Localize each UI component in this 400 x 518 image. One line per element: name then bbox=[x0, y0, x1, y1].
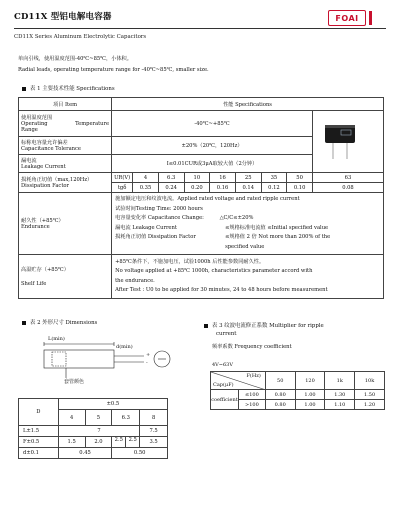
shelf-label-en: Shelf Life bbox=[21, 281, 47, 287]
shelf-line: After Test : U0 to be applied for 30 minutes, 24 to 48 hours before measurement bbox=[115, 287, 328, 293]
capacitor-image-cell bbox=[312, 111, 383, 173]
dim-col: 5 bbox=[85, 410, 112, 426]
dimension-drawing bbox=[24, 332, 174, 390]
dimension-table bbox=[18, 398, 168, 459]
temp-label-en-1: Operating bbox=[21, 121, 48, 127]
dim-d-value: 0.45 bbox=[58, 448, 112, 459]
df-value: 0.08 bbox=[312, 183, 383, 193]
dim-head-d: D bbox=[19, 399, 59, 426]
shelf-label-cn: 高温贮存（+85℃） bbox=[21, 267, 69, 273]
freq-value: 1.10 bbox=[325, 400, 355, 410]
df-value: 0.10 bbox=[287, 183, 313, 193]
plus-mark: + bbox=[146, 352, 151, 358]
cap-change-label: 电容量变化率 Capacitance Change: bbox=[115, 215, 204, 221]
section-3-label: 表 3 纹波电流修正系数 Multiplier for ripple bbox=[212, 323, 324, 329]
capacitor-photo-icon bbox=[315, 121, 381, 161]
dim-d-label: d±0.1 bbox=[19, 448, 59, 459]
capacitor-outline-icon bbox=[24, 332, 174, 390]
dim-f-value: 2.0 bbox=[85, 437, 112, 448]
shelf-line: the endurance. bbox=[115, 277, 155, 284]
freq-value: 1.50 bbox=[355, 390, 385, 400]
page-subtitle: CD11X Series Aluminum Electrolytic Capacitors bbox=[14, 34, 147, 40]
df-volt: 6.3 bbox=[158, 173, 184, 183]
freq-value: 0.80 bbox=[265, 390, 295, 400]
dim-tolerance: ±0.5 bbox=[58, 399, 167, 410]
df-value: 0.20 bbox=[184, 183, 210, 193]
header-rule bbox=[14, 28, 386, 29]
endurance-line: specified value bbox=[225, 243, 265, 250]
dim-l-value: 7 bbox=[58, 426, 139, 437]
freq-col: 50 bbox=[265, 372, 295, 390]
dim-d-value: 0.50 bbox=[112, 448, 168, 459]
shelf-line: No voltage applied at +85℃ 1000h, characteristics parameter accord with bbox=[115, 268, 313, 274]
spec-table bbox=[18, 97, 384, 299]
df-volt: 16 bbox=[210, 173, 236, 183]
shelf-line: +85℃条件下，不施加电压，试验1000h 后性能参数同耐久性。 bbox=[115, 258, 265, 265]
intro-line-en: Radial leads, operating temperature range for -40℃~85℃, smaller size. bbox=[18, 67, 209, 73]
minus-mark: - bbox=[146, 360, 148, 366]
cap-change-value: △C/C≤±20% bbox=[219, 215, 254, 221]
tolerance-label-cn: 标称电容量允许偏差 bbox=[21, 140, 68, 146]
df-change-value: ≤规格值 2 倍 Not more than 200% of the bbox=[225, 234, 331, 240]
temp-label-cn: 使用温度范围 bbox=[21, 115, 53, 121]
leakage-label-cn: 漏电流 bbox=[21, 158, 37, 164]
dim-f-value bbox=[112, 437, 140, 448]
freq-value: 0.80 bbox=[265, 400, 295, 410]
temp-label-en-2: Temperature bbox=[75, 121, 110, 127]
df-ur-label: UR(V) bbox=[112, 173, 133, 183]
bullet-square-icon bbox=[22, 321, 26, 325]
lmin-label: L(min) bbox=[48, 336, 65, 342]
frequency-table bbox=[210, 371, 385, 410]
dim-col: 8 bbox=[140, 410, 168, 426]
freq-value: 1.30 bbox=[325, 390, 355, 400]
df-tg-label: tgδ bbox=[112, 183, 133, 193]
freq-col: 120 bbox=[295, 372, 325, 390]
endurance-value bbox=[112, 193, 384, 255]
freq-corner-cell bbox=[211, 372, 266, 390]
freq-col: 10k bbox=[355, 372, 385, 390]
df-label-cn: 损耗角正切值（max,120Hz） bbox=[21, 177, 93, 183]
dim-l-value: 7.5 bbox=[140, 426, 168, 437]
tolerance-label bbox=[19, 137, 112, 155]
df-change-label: 损耗角正切值 Dissipation Factor bbox=[115, 234, 196, 240]
section-1-heading bbox=[22, 84, 115, 92]
section-2-label: 表 2 外形尺寸 Dimensions bbox=[30, 320, 98, 326]
dim-f-value: 1.5 bbox=[58, 437, 85, 448]
dim-f-value: 2.5 bbox=[128, 437, 137, 443]
freq-col: 1k bbox=[325, 372, 355, 390]
endurance-line: 试验时间Testing Time: 2000 hours bbox=[115, 205, 203, 212]
leakage-value: I≤0.01CUR或3μA取较大值（2分钟） bbox=[112, 155, 313, 173]
endurance-line bbox=[115, 233, 381, 243]
dim-l-label: L±1.5 bbox=[19, 426, 59, 437]
logo-text: FOAI bbox=[328, 10, 366, 26]
dim-col: 4 bbox=[58, 410, 85, 426]
endurance-line bbox=[115, 224, 381, 234]
frequency-coefficient-title: 频率系数 Frequency coefficient bbox=[212, 344, 292, 350]
spec-head-performance: 性能 Specifications bbox=[112, 98, 384, 111]
freq-cap-label: Cap(μF) bbox=[213, 382, 234, 388]
df-label bbox=[19, 173, 112, 193]
page-title: CD11X 型铝电解电容器 bbox=[14, 12, 112, 22]
section-3-heading bbox=[204, 322, 389, 338]
intro-line-cn: 单向引线，使用温度范围-40℃~85℃，小体积。 bbox=[18, 56, 132, 62]
section-3-label-2: current bbox=[216, 331, 237, 337]
endurance-label-en: Endurance bbox=[21, 224, 50, 230]
sleeve-note: 套管颜色 bbox=[64, 379, 85, 385]
df-volt: 25 bbox=[235, 173, 261, 183]
endurance-line bbox=[115, 214, 381, 224]
shelf-life-label bbox=[19, 255, 112, 299]
freq-coef-label: coefficient bbox=[211, 390, 239, 410]
leakage-label bbox=[19, 155, 112, 173]
bullet-square-icon bbox=[22, 87, 26, 91]
dim-col: 6.3 bbox=[112, 410, 140, 426]
df-value: 0.12 bbox=[261, 183, 287, 193]
section-1-label: 表 1 主要技术性能 Specifications bbox=[30, 86, 115, 92]
leakage-change-label: 漏电流 Leakage Current bbox=[115, 224, 177, 231]
tolerance-value: ±20%（20℃，120Hz） bbox=[112, 137, 313, 155]
df-volt: 10 bbox=[184, 173, 210, 183]
freq-value: 1.20 bbox=[355, 400, 385, 410]
df-value: 0.16 bbox=[210, 183, 236, 193]
df-volt: 50 bbox=[287, 173, 313, 183]
freq-value: 1.00 bbox=[295, 400, 325, 410]
df-value: 0.14 bbox=[235, 183, 261, 193]
bullet-square-icon bbox=[204, 324, 208, 328]
dmin-label: d(min) bbox=[116, 344, 133, 350]
df-label-en: Dissipation Factor bbox=[21, 183, 70, 189]
section-2-heading bbox=[22, 318, 97, 326]
freq-value: 1.00 bbox=[295, 390, 325, 400]
voltage-range: 4V~63V bbox=[212, 362, 233, 368]
temp-label bbox=[19, 111, 112, 137]
brand-logo bbox=[328, 10, 386, 26]
df-volt: 35 bbox=[261, 173, 287, 183]
leakage-label-en: Leakage Current bbox=[21, 164, 66, 170]
df-volt: 4 bbox=[133, 173, 159, 183]
df-volt: 63 bbox=[312, 173, 383, 183]
dim-f-label: F±0.5 bbox=[19, 437, 59, 448]
logo-bar bbox=[369, 11, 372, 25]
endurance-label bbox=[19, 193, 112, 255]
shelf-life-value bbox=[112, 255, 384, 299]
temp-label-en-3: Range bbox=[21, 127, 38, 133]
df-value: 0.24 bbox=[158, 183, 184, 193]
freq-row-cap: >100 bbox=[238, 400, 265, 410]
spec-head-item: 项目 Item bbox=[19, 98, 112, 111]
endurance-label-cn: 耐久性（+85℃） bbox=[21, 218, 64, 224]
freq-hz-label: F(Hz) bbox=[246, 373, 261, 379]
leakage-change-value: ≤规格标准电流值 ≤Initial specified value bbox=[225, 224, 329, 231]
freq-row-cap: ≤100 bbox=[238, 390, 265, 400]
df-value: 0.35 bbox=[133, 183, 159, 193]
temp-value: -40℃~+85℃ bbox=[112, 111, 313, 137]
endurance-line: 施加额定电压和纹波电流。Applied rated voltage and rated ripple current bbox=[115, 196, 300, 202]
dim-f-value: 2.5 bbox=[112, 437, 126, 447]
tolerance-label-en: Capacitance Tolerance bbox=[21, 146, 81, 152]
dim-f-value: 3.5 bbox=[140, 437, 168, 448]
